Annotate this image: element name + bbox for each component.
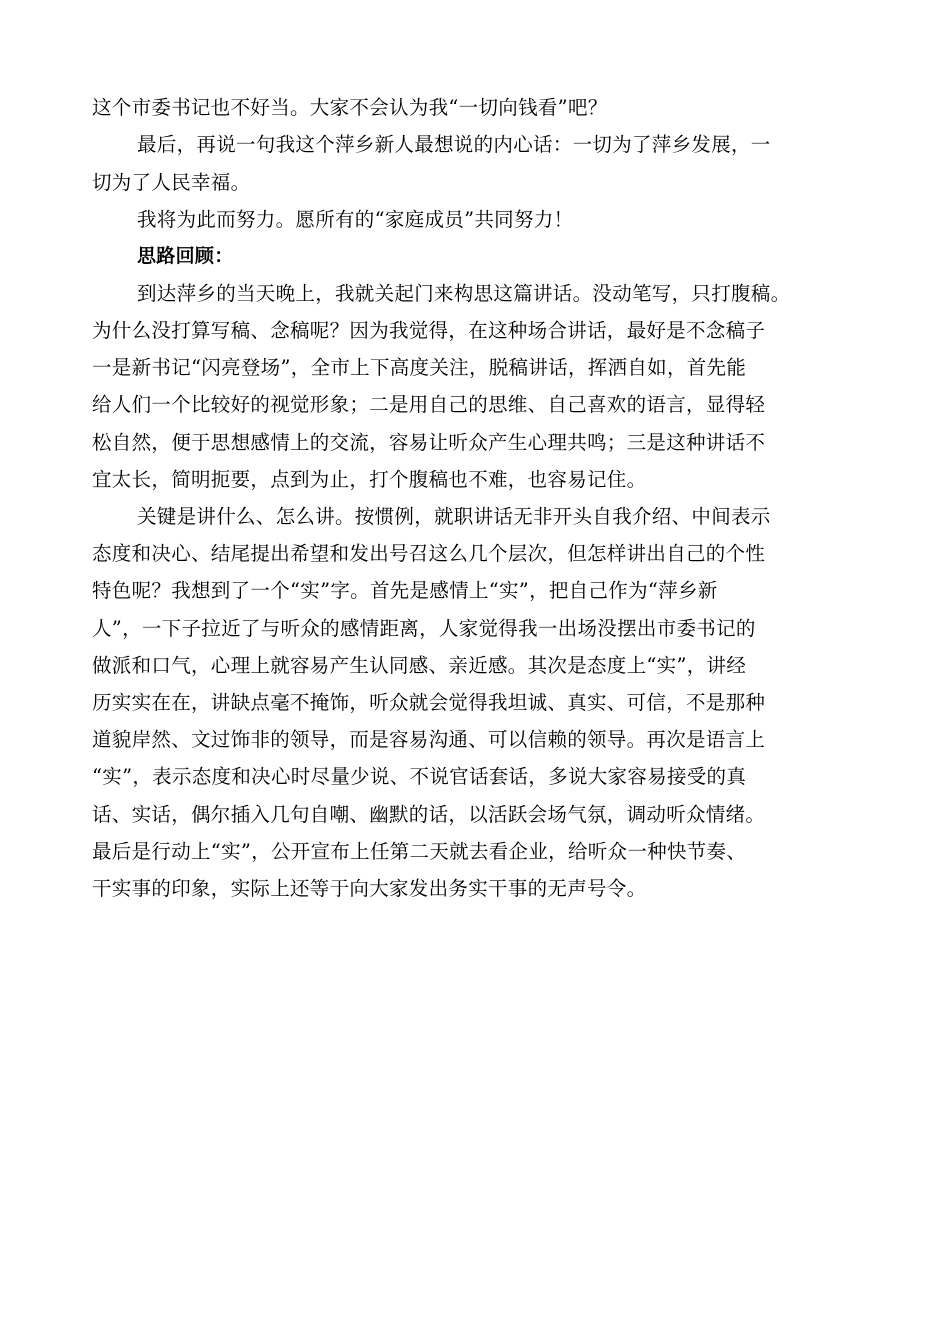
text-line: 到达萍乡的当天晚上，我就关起门来构思这篇讲话。没动笔写，只打腹稿。 [137, 282, 791, 305]
text-line: 切为了人民幸福。 [92, 171, 251, 194]
text-line: 历实实在在，讲缺点毫不掩饰，听众就会觉得我坦诚、真实、可信，不是那种 [92, 691, 766, 714]
text-line: 最后，再说一句我这个萍乡新人最想说的内心话：一切为了萍乡发展，一 [137, 133, 771, 156]
text-line: 我将为此而努力。愿所有的“家庭成员”共同努力！ [137, 208, 574, 231]
text-line: 关键是讲什么、怎么讲。按惯例，就职讲话无非开头自我介绍、中间表示 [137, 505, 771, 528]
text-line: 道貌岸然、文过饰非的领导，而是容易沟通、可以信赖的领导。再次是语言上 [92, 728, 766, 751]
text-line: “实”，表示态度和决心时尽量少说、不说官话套话，多说大家容易接受的真 [92, 765, 747, 788]
text-line: 一是新书记“闪亮登场”，全市上下高度关注，脱稿讲话，挥洒自如，首先能 [92, 356, 747, 379]
text-line: 松自然，便于思想感情上的交流，容易让听众产生心理共鸣；三是这种讲话不 [92, 431, 766, 454]
text-line: 特色呢？我想到了一个“实”字。首先是感情上“实”，把自己作为“萍乡新 [92, 579, 718, 602]
text-line: 话、实话，偶尔插入几句自嘲、幽默的话，以活跃会场气氛，调动听众情绪。 [92, 803, 766, 826]
text-line: 做派和口气，心理上就容易产生认同感、亲近感。其次是态度上“实”，讲经 [92, 654, 747, 677]
text-line: 为什么没打算写稿、念稿呢？因为我觉得，在这种场合讲话，最好是不念稿子 [92, 319, 766, 342]
text-line: 给人们一个比较好的视觉形象；二是用自己的思维、自己喜欢的语言，显得轻 [92, 393, 766, 416]
section-heading: 思路回顾： [137, 245, 234, 267]
text-line: 干实事的印象，实际上还等于向大家发出务实干事的无声号令。 [92, 877, 647, 900]
text-line: 宜太长，简明扼要，点到为止，打个腹稿也不难，也容易记住。 [92, 468, 647, 491]
text-line: 人”，一下子拉近了与听众的感情距离，人家觉得我一出场没摆出市委书记的 [92, 617, 756, 640]
text-line: 最后是行动上“实”，公开宣布上任第二天就去看企业，给听众一种快节奏、 [92, 840, 747, 863]
text-line: 这个市委书记也不好当。大家不会认为我“一切向钱看”吧？ [92, 96, 608, 119]
text-line: 态度和决心、结尾提出希望和发出号召这么几个层次，但怎样讲出自己的个性 [92, 542, 766, 565]
